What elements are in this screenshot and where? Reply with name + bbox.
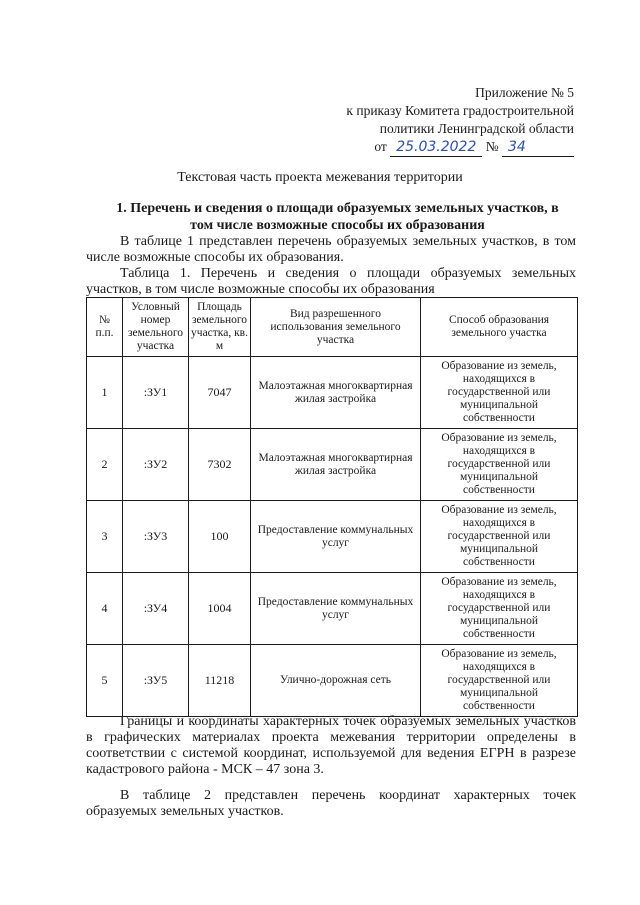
coordinates-paragraph: Границы и координаты характерных точек образуемых земельных участков в графических материалах проекта межевания территории определены в соответствии с системой координат, используемой для ведения ЕГРН в разрезе кадастрового района - МСК – 47 зона 3. xyxy=(86,714,576,777)
table-row xyxy=(87,429,578,501)
table-caption: Таблица 1. Перечень и сведения о площади образуемых земельных участков, в том числе возможные способы их образования xyxy=(86,266,576,297)
document-title: Текстовая часть проекта межевания территории xyxy=(177,170,463,185)
cell-num: 2 xyxy=(87,429,123,501)
cell-area: 11218 xyxy=(189,645,251,717)
table-row xyxy=(87,645,578,717)
header-id: Условный номер земельного участка xyxy=(123,298,189,357)
header-num: № п.п. xyxy=(87,298,123,357)
cell-id: :ЗУ2 xyxy=(123,429,189,501)
handwritten-date: 25.03.2022 xyxy=(396,139,477,155)
section-heading-line1: 1. Перечень и сведения о площади образуемых земельных участков, в xyxy=(116,201,559,216)
cell-method: Образование из земель, находящихся в государственной или муниципальной собственности xyxy=(421,573,578,645)
cell-num: 5 xyxy=(87,645,123,717)
section-heading xyxy=(100,200,575,234)
cell-method: Образование из земель, находящихся в государственной или муниципальной собственности xyxy=(421,501,578,573)
table-row xyxy=(87,573,578,645)
cell-id: :ЗУ5 xyxy=(123,645,189,717)
cell-method: Образование из земель, находящихся в государственной или муниципальной собственности xyxy=(421,645,578,717)
number-field xyxy=(502,138,574,157)
cell-area: 7047 xyxy=(189,357,251,429)
date-field xyxy=(390,138,482,157)
cell-use: Предоставление коммунальных услуг xyxy=(251,501,421,573)
cell-id: :ЗУ1 xyxy=(123,357,189,429)
cell-area: 1004 xyxy=(189,573,251,645)
appendix-date-line xyxy=(346,138,574,157)
appendix-header xyxy=(346,84,574,157)
cell-num: 3 xyxy=(87,501,123,573)
table-row xyxy=(87,501,578,573)
intro-paragraph: В таблице 1 представлен перечень образуемых земельных участков, в том числе возможные способы их образования. xyxy=(86,234,576,265)
cell-use: Улично-дорожная сеть xyxy=(251,645,421,717)
plots-table xyxy=(86,297,578,717)
table2-intro-paragraph: В таблице 2 представлен перечень координат характерных точек образуемых земельных участков. xyxy=(86,788,576,819)
header-area: Площадь земельного участка, кв. м xyxy=(189,298,251,357)
handwritten-number: 34 xyxy=(508,139,526,155)
cell-area: 100 xyxy=(189,501,251,573)
cell-area: 7302 xyxy=(189,429,251,501)
cell-use: Предоставление коммунальных услуг xyxy=(251,573,421,645)
cell-num: 1 xyxy=(87,357,123,429)
cell-num: 4 xyxy=(87,573,123,645)
from-label: от xyxy=(374,139,387,154)
section-heading-line2: том числе возможные способы их образования xyxy=(190,218,485,233)
number-label: № xyxy=(485,139,499,154)
header-method: Способ образования земельного участка xyxy=(421,298,578,357)
appendix-committee-line: политики Ленинградской области xyxy=(379,121,574,136)
header-use: Вид разрешенного использования земельного участка xyxy=(251,298,421,357)
cell-use: Малоэтажная многоквартирная жилая застройка xyxy=(251,357,421,429)
table-header-row xyxy=(87,298,578,357)
cell-method: Образование из земель, находящихся в государственной или муниципальной собственности xyxy=(421,357,578,429)
cell-method: Образование из земель, находящихся в государственной или муниципальной собственности xyxy=(421,429,578,501)
appendix-order-line: к приказу Комитета градостроительной xyxy=(346,103,574,118)
cell-id: :ЗУ4 xyxy=(123,573,189,645)
cell-use: Малоэтажная многоквартирная жилая застройка xyxy=(251,429,421,501)
table-row xyxy=(87,357,578,429)
appendix-number: Приложение № 5 xyxy=(475,85,574,100)
cell-id: :ЗУ3 xyxy=(123,501,189,573)
